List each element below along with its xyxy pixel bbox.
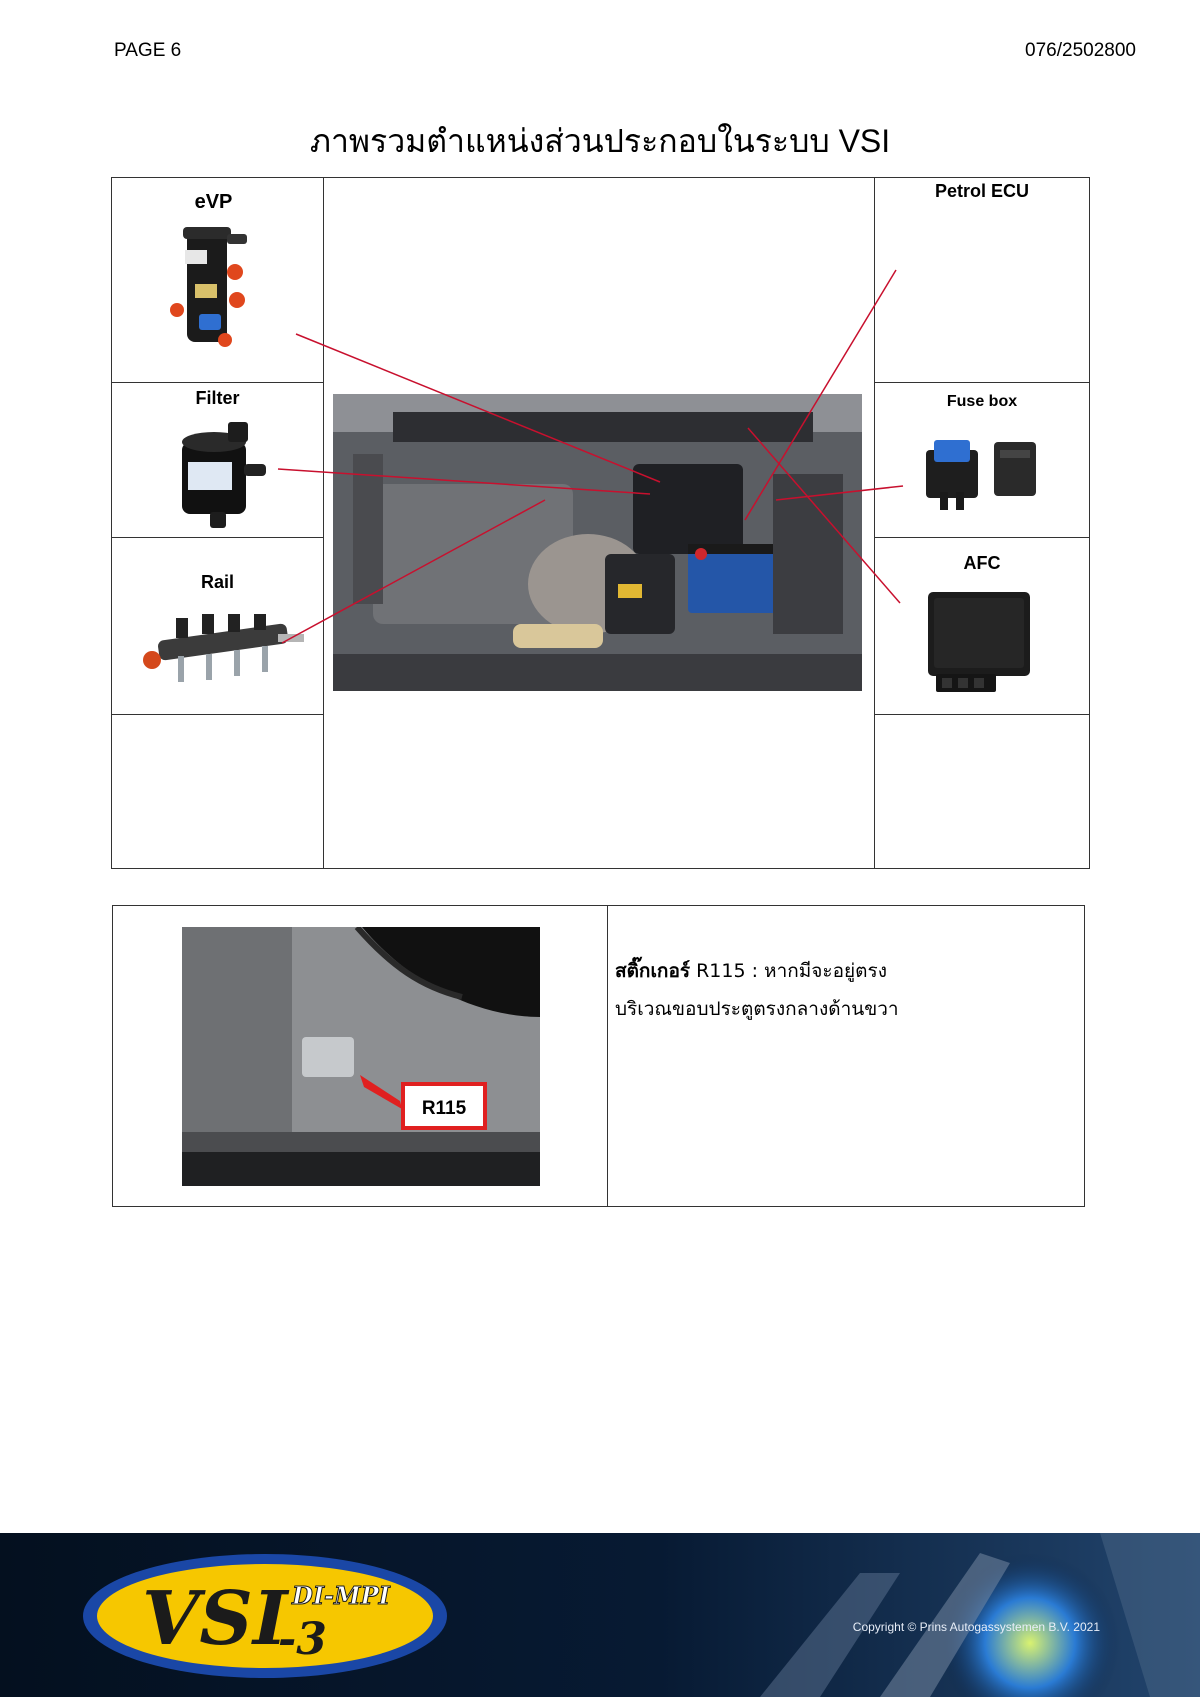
- sticker-table-divider: [607, 905, 608, 1207]
- sticker-note: [615, 952, 899, 1028]
- logo-super-text: DI-MPI: [292, 1581, 390, 1610]
- r115-callout: R115: [421, 1098, 467, 1119]
- label-filter: Filter: [195, 388, 240, 408]
- copyright-text: Copyright © Prins Autogassystemen B.V. 2021: [852, 1620, 1100, 1634]
- page-title: ภาพรวมตำแหน่งส่วนประกอบในระบบ VSI: [309, 123, 891, 159]
- sticker-note-line2: บริเวณขอบประตูตรงกลางด้านขวา: [615, 998, 899, 1020]
- leader-line-afc: [748, 428, 900, 603]
- label-evp: eVP: [194, 191, 233, 213]
- label-fuse-box: Fuse box: [946, 393, 1018, 410]
- leader-line-rail: [282, 500, 545, 643]
- leader-line-petrol-ecu: [745, 270, 896, 520]
- logo-vsi-text: VSI: [142, 1576, 288, 1662]
- leader-line-fuse-box: [776, 486, 903, 500]
- leader-line-evp: [296, 334, 660, 482]
- sticker-note-rest: R115 : หากมีจะอยู่ตรง: [690, 960, 887, 982]
- page-number: PAGE 6: [114, 40, 182, 61]
- vsi-logo: [80, 1552, 450, 1680]
- leader-line-filter: [278, 469, 650, 494]
- label-afc: AFC: [963, 553, 1001, 573]
- logo-suffix-text: -3: [278, 1614, 327, 1665]
- sticker-note-bold: สติ๊กเกอร์: [615, 960, 691, 982]
- label-rail: Rail: [200, 572, 234, 592]
- phone-number: 076/2502800: [1025, 40, 1136, 61]
- label-petrol-ecu: Petrol ECU: [934, 181, 1030, 201]
- door-sill-photo: [182, 927, 540, 1186]
- sticker-note-line1: [615, 952, 899, 990]
